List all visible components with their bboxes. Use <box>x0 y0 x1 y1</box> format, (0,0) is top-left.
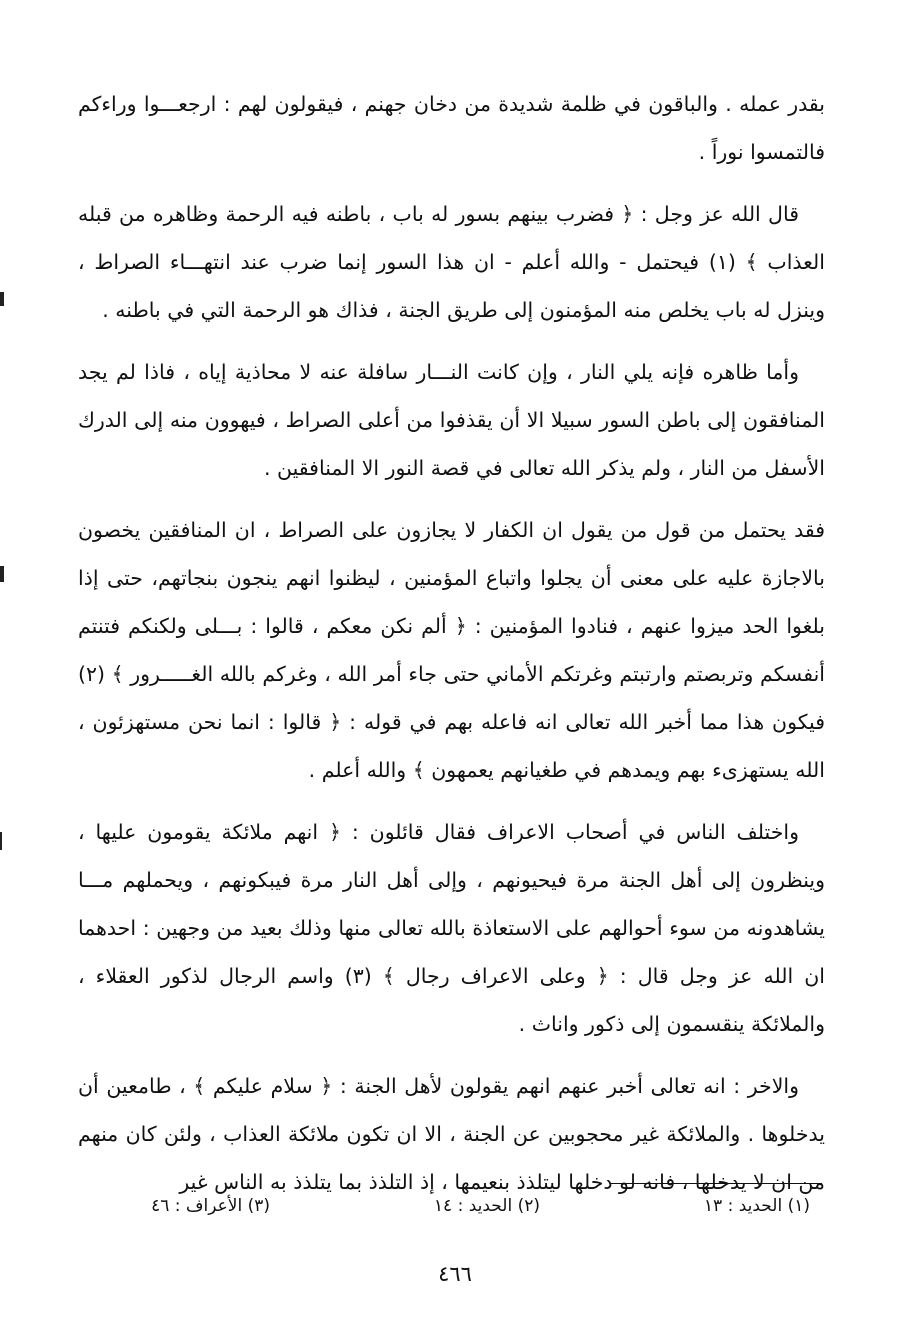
footnote-3: (٣) الأعراف : ٤٦ <box>151 1196 270 1216</box>
body-text <box>78 80 825 1220</box>
footnote-separator <box>610 1183 822 1184</box>
footnote-2: (٢) الحديد : ١٤ <box>433 1196 540 1216</box>
footnote-1: (١) الحديد : ١٣ <box>703 1196 810 1216</box>
paragraph-2: قال الله عز وجل : ﴿ فضرب بينهم بسور له باب ، باطنه فيه الرحمة وظاهره من قبله العذاب ﴾ (١) فيحتمل - والله أعلم - ان هذا السور إنما ضرب عند انتهـــاء الصراط ، وينزل له باب يخلص منه المؤمنون إلى طريق الجنة ، فذاك هو الرحمة التي في باطنه . <box>78 202 825 322</box>
footnotes <box>110 1196 810 1226</box>
paragraph-1: بقدر عمله . والباقون في ظلمة شديدة من دخان جهنم ، فيقولون لهم : ارجعـــوا وراءكم فالتمسوا نوراً . <box>78 92 825 164</box>
scan-edge-mark-middle <box>0 566 4 582</box>
scan-edge-mark-top <box>0 292 4 306</box>
scan-edge-mark-lower <box>0 832 2 850</box>
paragraph-6: والاخر : انه تعالى أخبر عنهم انهم يقولون لأهل الجنة : ﴿ سلام عليكم ﴾ ، طامعين أن يدخلوها . والملائكة غير محجوبين عن الجنة ، الا ان تكون ملائكة العذاب ، ولئن كان منهم من ان لا يدخلها ، فانه لو دخلها ليتلذذ بنعيمها ، إذ التلذذ بما يتلذذ به الناس غير <box>78 1074 825 1194</box>
paragraph-3: وأما ظاهره فإنه يلي النار ، وإن كانت النـــار سافلة عنه لا محاذية إياه ، فاذا لم يجد المنافقون إلى باطن السور سبيلا الا أن يقذفوا من أعلى الصراط ، فيهوون منه إلى الدرك الأسفل من النار ، ولم يذكر الله تعالى في قصة النور الا المنافقين . <box>78 360 825 480</box>
page-number: ٤٦٦ <box>438 1262 472 1286</box>
paragraph-5: واختلف الناس في أصحاب الاعراف فقال قائلون : ﴿ انهم ملائكة يقومون عليها ، وينظرون إلى أهل الجنة مرة فيحيونهم ، وإلى أهل النار مرة فيبكونهم ، ويحملهم مـــا يشاهدونه من سوء أحوالهم على الاستعاذة بالله تعالى منها وذلك بعيد من وجهين : احدهما ان الله عز وجل قال : ﴿ وعلى الاعراف رجال ﴾ (٣) واسم الرجال لذكور العقلاء ، والملائكة ينقسمون إلى ذكور واناث . <box>78 820 825 1036</box>
paragraph-4: فقد يحتمل من قول من يقول ان الكفار لا يجازون على الصراط ، ان المنافقين يخصون بالاجازة عليه على معنى أن يجلوا واتباع المؤمنين ، ليظنوا انهم ينجون بنجاتهم، حتى إذا بلغوا الحد ميزوا عنهم ، فنادوا المؤمنين : ﴿ ألم نكن معكم ، قالوا : بـــلى ولكنكم فتنتم أنفسكم وتربصتم وارتبتم وغرتكم الأماني حتى جاء أمر الله ، وغركم بالله الغـــــرور ﴾ (٢) فيكون هذا مما أخبر الله تعالى انه فاعله بهم في قوله : ﴿ قالوا : انما نحن مستهزئون ، الله يستهزىء بهم ويمدهم في طغيانهم يعمهون ﴾ والله أعلم . <box>78 518 825 782</box>
